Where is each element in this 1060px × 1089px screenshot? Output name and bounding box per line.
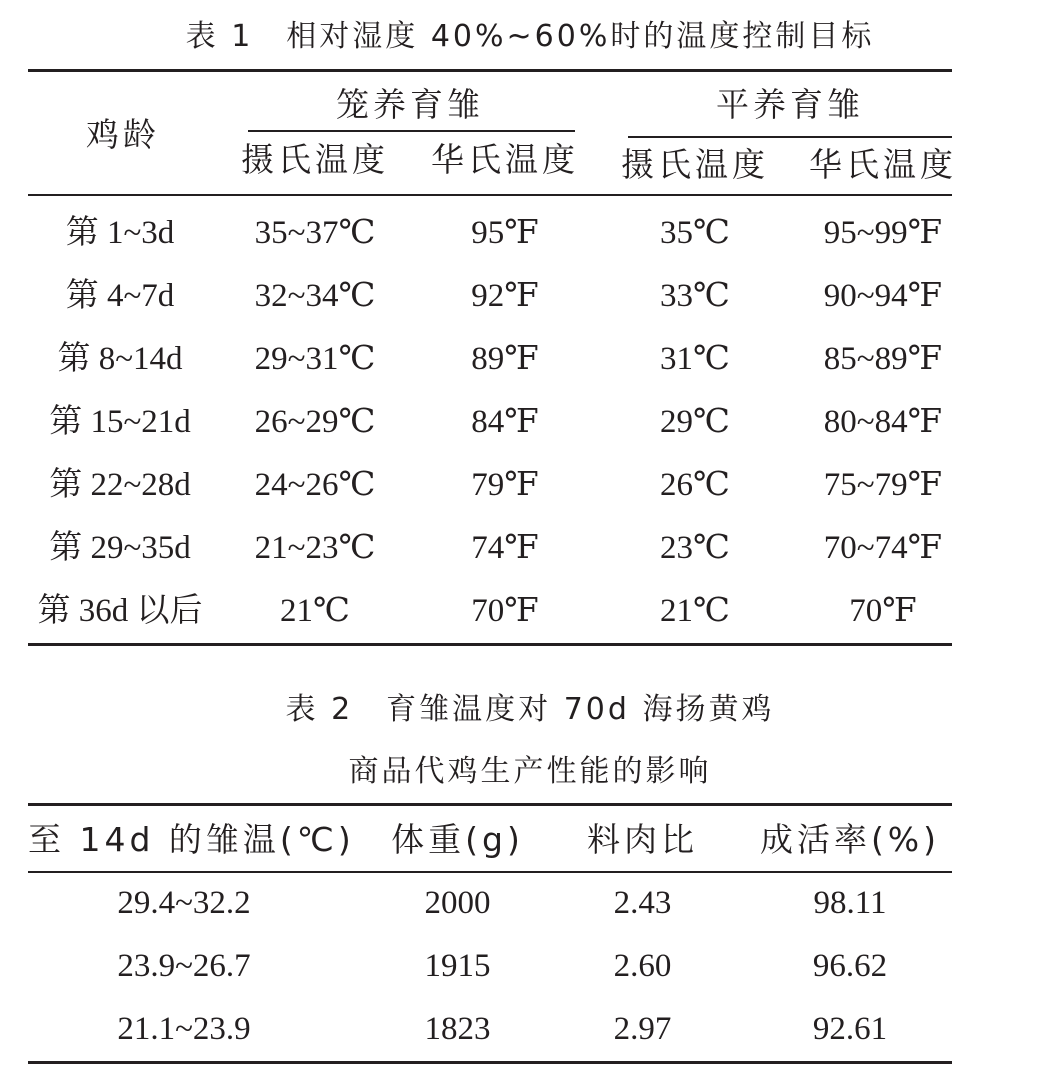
table2-row-1-chick-temp: 29.4~32.2: [117, 885, 251, 921]
table2-top-rule: [28, 803, 952, 806]
table1-row-6-floor-fahrenheit: 70~74℉: [823, 530, 943, 566]
table1-row-6-age: 第 29~35d: [49, 530, 191, 566]
table2-row-1-body-weight: 2000: [424, 885, 491, 921]
table1-top-rule: [28, 69, 952, 72]
table2-row-3-body-weight: 1823: [424, 1011, 491, 1047]
table1-header-floor: 平养育雏: [716, 85, 864, 124]
table1-row-6-cage-celsius: 21~23℃: [254, 530, 376, 566]
table2-row-2-chick-temp: 23.9~26.7: [117, 948, 251, 984]
table1-header-age: 鸡龄: [86, 115, 160, 154]
table2-header-chick-temp: 至 14d 的雏温(℃): [28, 820, 355, 859]
table1-subheader-celsius-floor: 摄氏温度: [621, 145, 769, 184]
table1-row-3-cage-fahrenheit: 89℉: [471, 341, 539, 377]
table2-header-survival-rate: 成活率(%): [759, 820, 941, 859]
table1-row-6-cage-fahrenheit: 74℉: [471, 530, 539, 566]
table1-row-7-cage-fahrenheit: 70℉: [471, 593, 539, 629]
table1-row-3-floor-celsius: 31℃: [660, 341, 730, 377]
table1-row-5-cage-celsius: 24~26℃: [254, 467, 376, 503]
table1-row-2-cage-celsius: 32~34℃: [254, 278, 376, 314]
table1-header-rule: [28, 194, 952, 196]
table1-row-5-age: 第 22~28d: [49, 467, 191, 503]
table2-header-body-weight: 体重(g): [391, 820, 524, 859]
table1-row-7-floor-fahrenheit: 70℉: [849, 593, 917, 629]
table1-row-1-floor-fahrenheit: 95~99℉: [823, 215, 943, 251]
table1-cage-subrule: [248, 130, 575, 132]
table2-row-3-survival-rate: 92.61: [812, 1011, 888, 1047]
table1-row-4-cage-celsius: 26~29℃: [254, 404, 376, 440]
table2-row-1-survival-rate: 98.11: [813, 885, 887, 921]
table2-row-2-survival-rate: 96.62: [812, 948, 888, 984]
table2-row-3-feed-ratio: 2.97: [613, 1011, 672, 1047]
table1-caption: 表 1 相对湿度 40%~60%时的温度控制目标: [185, 19, 875, 54]
table1-row-2-floor-fahrenheit: 90~94℉: [823, 278, 943, 314]
table1-row-5-floor-fahrenheit: 75~79℉: [823, 467, 943, 503]
table2-header-rule: [28, 871, 952, 873]
table1-row-6-floor-celsius: 23℃: [660, 530, 730, 566]
table1-row-4-floor-celsius: 29℃: [660, 404, 730, 440]
table1-row-7-floor-celsius: 21℃: [660, 593, 730, 629]
table1-row-2-age: 第 4~7d: [65, 278, 175, 314]
table2-header-feed-ratio: 料肉比: [587, 820, 698, 859]
table1-row-5-cage-fahrenheit: 79℉: [471, 467, 539, 503]
table1-row-1-cage-fahrenheit: 95℉: [471, 215, 539, 251]
table1-row-5-floor-celsius: 26℃: [660, 467, 730, 503]
table1-bottom-rule: [28, 643, 952, 646]
table2-bottom-rule: [28, 1061, 952, 1064]
table1-floor-subrule: [628, 136, 952, 138]
table2-row-1-feed-ratio: 2.43: [613, 885, 672, 921]
table1-row-7-age: 第 36d 以后: [37, 593, 203, 629]
table1-row-2-floor-celsius: 33℃: [660, 278, 730, 314]
table1-row-1-floor-celsius: 35℃: [660, 215, 730, 251]
table1-row-4-cage-fahrenheit: 84℉: [471, 404, 539, 440]
table1-row-3-cage-celsius: 29~31℃: [254, 341, 376, 377]
table1-row-1-cage-celsius: 35~37℃: [254, 215, 376, 251]
table1-row-7-cage-celsius: 21℃: [280, 593, 350, 629]
table1-row-1-age: 第 1~3d: [65, 215, 175, 251]
table1-row-2-cage-fahrenheit: 92℉: [471, 278, 539, 314]
table2-row-2-body-weight: 1915: [424, 948, 491, 984]
table1-row-4-age: 第 15~21d: [49, 404, 191, 440]
table2-caption-line2: 商品代鸡生产性能的影响: [348, 754, 712, 789]
table2-row-2-feed-ratio: 2.60: [613, 948, 672, 984]
table1-subheader-fahrenheit-floor: 华氏温度: [809, 145, 957, 184]
table1-subheader-fahrenheit-cage: 华氏温度: [431, 140, 579, 179]
table1-row-3-floor-fahrenheit: 85~89℉: [823, 341, 943, 377]
table2-row-3-chick-temp: 21.1~23.9: [117, 1011, 251, 1047]
table1-subheader-celsius-cage: 摄氏温度: [241, 140, 389, 179]
table1-row-3-age: 第 8~14d: [57, 341, 183, 377]
table1-row-4-floor-fahrenheit: 80~84℉: [823, 404, 943, 440]
table2-caption-line1: 表 2 育雏温度对 70d 海扬黄鸡: [285, 692, 775, 727]
table1-header-cage: 笼养育雏: [336, 85, 484, 124]
